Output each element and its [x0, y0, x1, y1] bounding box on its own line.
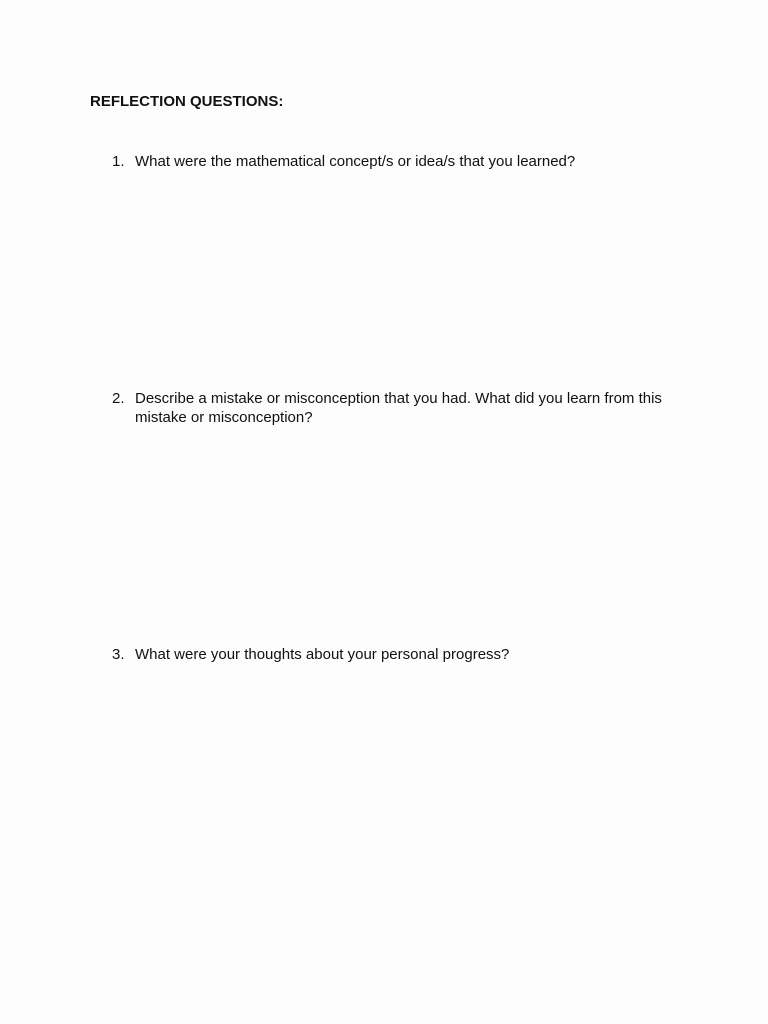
question-number: 3.: [112, 646, 125, 663]
question-number: 2.: [112, 390, 125, 407]
section-heading: REFLECTION QUESTIONS:: [90, 93, 284, 110]
question-text: What were the mathematical concept/s or idea/s that you learned?: [135, 153, 576, 170]
question-text: What were your thoughts about your personal progress?: [135, 646, 510, 663]
question-text: Describe a mistake or misconception that you had. What did you learn from this mistake or misconception?: [135, 390, 662, 426]
question-number: 1.: [112, 153, 125, 170]
